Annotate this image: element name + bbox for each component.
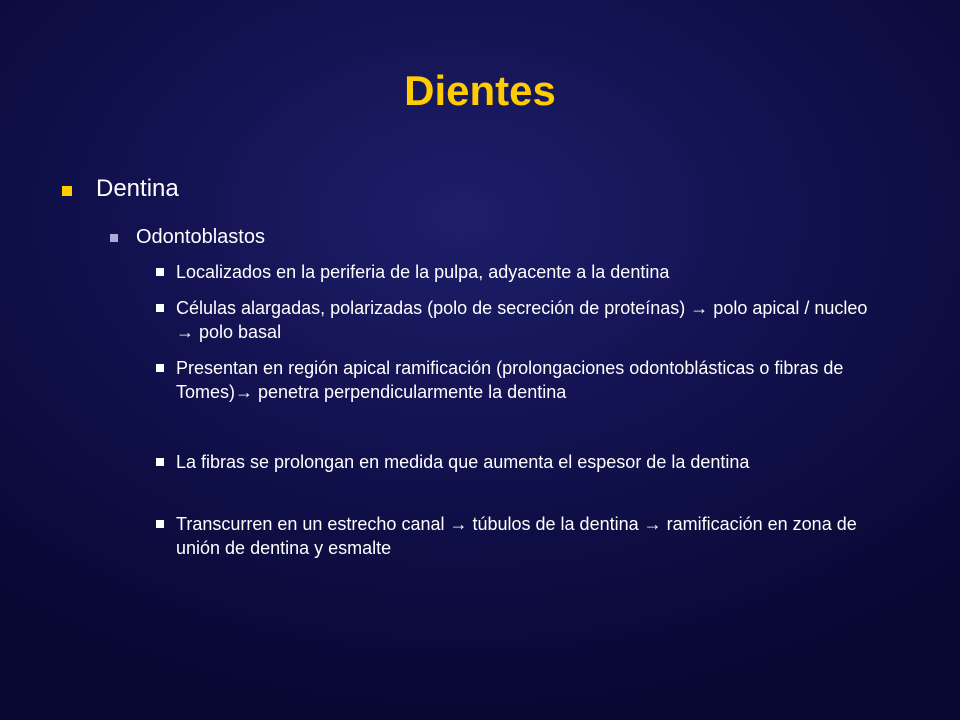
square-bullet-icon bbox=[156, 268, 164, 276]
square-bullet-icon bbox=[62, 186, 72, 196]
square-bullet-icon bbox=[110, 234, 118, 242]
bullet-text: Odontoblastos bbox=[136, 226, 265, 248]
square-bullet-icon bbox=[156, 458, 164, 466]
bullet-text: Localizados en la periferia de la pulpa, adyacente a la dentina bbox=[176, 262, 670, 282]
bullet-text: Dentina bbox=[96, 175, 179, 202]
bullet-text: Presentan en región apical ramificación (prolongaciones odontoblásticas o fibras de Tomes)→ penetra perpendicularmente la dentina bbox=[176, 358, 844, 402]
bullet-text: La fibras se prolongan en medida que aumenta el espesor de la dentina bbox=[176, 452, 750, 472]
slide-title: Dientes bbox=[404, 67, 556, 114]
square-bullet-icon bbox=[156, 364, 164, 372]
square-bullet-icon bbox=[156, 520, 164, 528]
bullet-text: Transcurren en un estrecho canal → túbulos de la dentina → ramificación en zona de unión de dentina y esmalte bbox=[176, 514, 857, 558]
bullet-text: Células alargadas, polarizadas (polo de secreción de proteínas) → polo apical / nucleo → polo basal bbox=[176, 298, 868, 342]
square-bullet-icon bbox=[156, 304, 164, 312]
